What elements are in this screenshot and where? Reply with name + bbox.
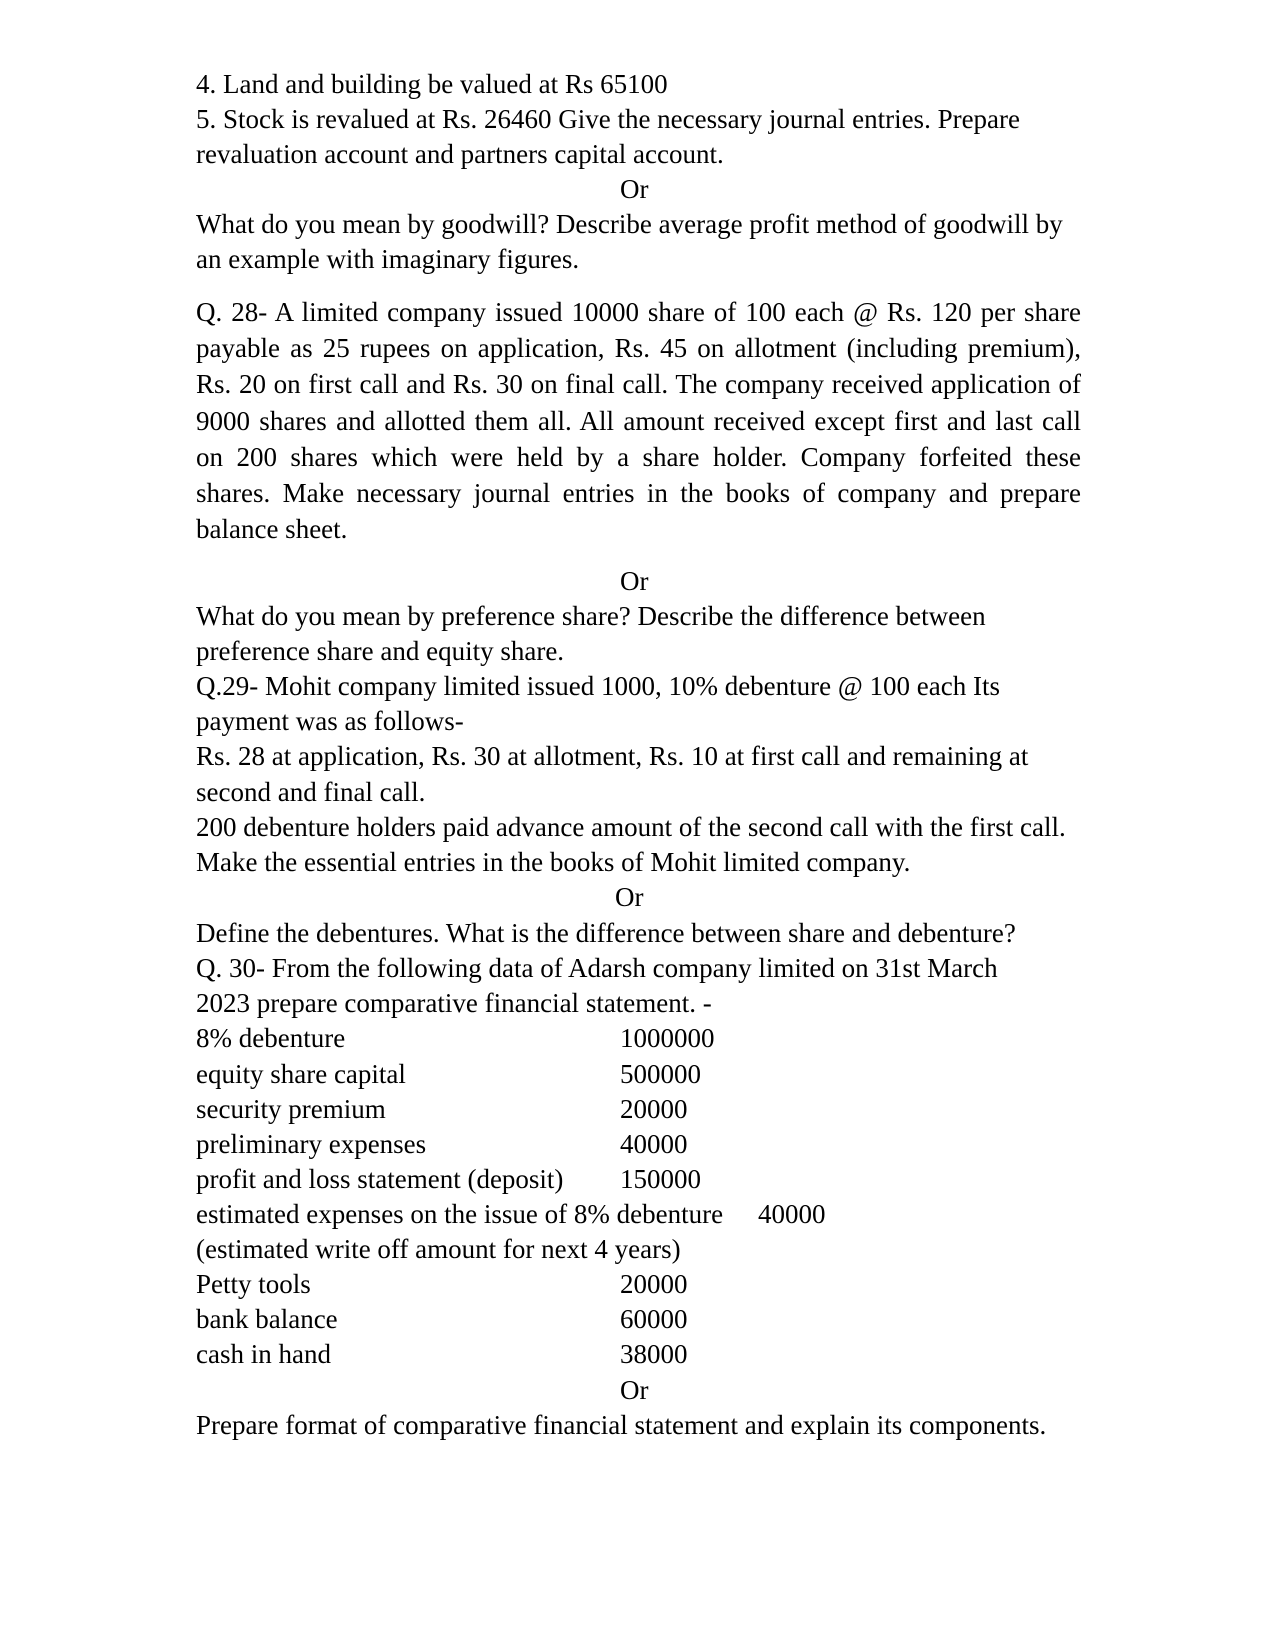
q27-alt-line-2: an example with imaginary figures. [196,244,580,274]
q30-item-value: 500000 [620,1059,701,1089]
q27-item-5-line-1: 5. Stock is revalued at Rs. 26460 Give the necessary journal entries. Prepare [196,104,1021,134]
q29-line-3: Rs. 28 at application, Rs. 30 at allotment, Rs. 10 at first call and remaining at [196,741,1029,771]
q29-line-5: 200 debenture holders paid advance amount of the second call with the first call. [196,812,1066,842]
q30-item-label: equity share capital [196,1059,406,1089]
q30-item-label: Petty tools [196,1269,311,1299]
q27-item-4: 4. Land and building be valued at Rs 65100 [196,69,668,99]
q29-line-1: Q.29- Mohit company limited issued 1000, 10% debenture @ 100 each Its [196,671,1000,701]
q28-alt-line-2: preference share and equity share. [196,636,565,666]
q30-item-value: 20000 [620,1269,688,1299]
q30-item-value: 60000 [620,1304,688,1334]
q28-or-divider: Or [620,566,649,596]
q30-item-value: 38000 [620,1339,688,1369]
q30-item-label: 8% debenture [196,1023,346,1053]
q30-item-label: (estimated write off amount for next 4 years) [196,1234,681,1264]
q30-item-value: 40000 [758,1199,826,1229]
q29-line-6: Make the essential entries in the books of Mohit limited company. [196,847,911,877]
q29-line-2: payment was as follows- [196,706,464,736]
q30-item-value: 20000 [620,1094,688,1124]
q29-alt-line-1: Define the debentures. What is the difference between share and debenture? [196,918,1016,948]
q30-or-divider: Or [620,1375,649,1405]
q30-item-value: 1000000 [620,1023,715,1053]
q30-item-label: security premium [196,1094,386,1124]
q30-alt-line-1: Prepare format of comparative financial statement and explain its components. [196,1410,1047,1440]
q30-item-label: bank balance [196,1304,338,1334]
q27-or-divider: Or [620,174,649,204]
q30-line-2: 2023 prepare comparative financial statement. - [196,988,712,1018]
q28-alt-line-1: What do you mean by preference share? Describe the difference between [196,601,986,631]
q30-item-label: preliminary expenses [196,1129,427,1159]
q30-item-value: 40000 [620,1129,688,1159]
q30-item-label: cash in hand [196,1339,331,1369]
q30-line-1: Q. 30- From the following data of Adarsh company limited on 31st March [196,953,998,983]
q30-item-value: 150000 [620,1164,701,1194]
q29-or-divider: Or [615,882,644,912]
q30-item-label: profit and loss statement (deposit) [196,1164,564,1194]
q28-paragraph: Q. 28- A limited company issued 10000 share of 100 each @ Rs. 120 per share payable as 25 rupees on application, Rs. 45 on allotment (including premium), Rs. 20 on first call and Rs. 30 on final call. The company received application of 9000 shares and allotted them all. All amount received except first and last call on 200 shares which were held by a share holder. Company forfeited these shares. Make necessary journal entries in the books of company and prepare balance sheet. [196,297,1081,545]
q29-line-4: second and final call. [196,777,426,807]
q27-item-5-line-2: revaluation account and partners capital account. [196,139,724,169]
q27-alt-line-1: What do you mean by goodwill? Describe average profit method of goodwill by [196,209,1063,239]
q30-item-label: estimated expenses on the issue of 8% debenture [196,1199,724,1229]
